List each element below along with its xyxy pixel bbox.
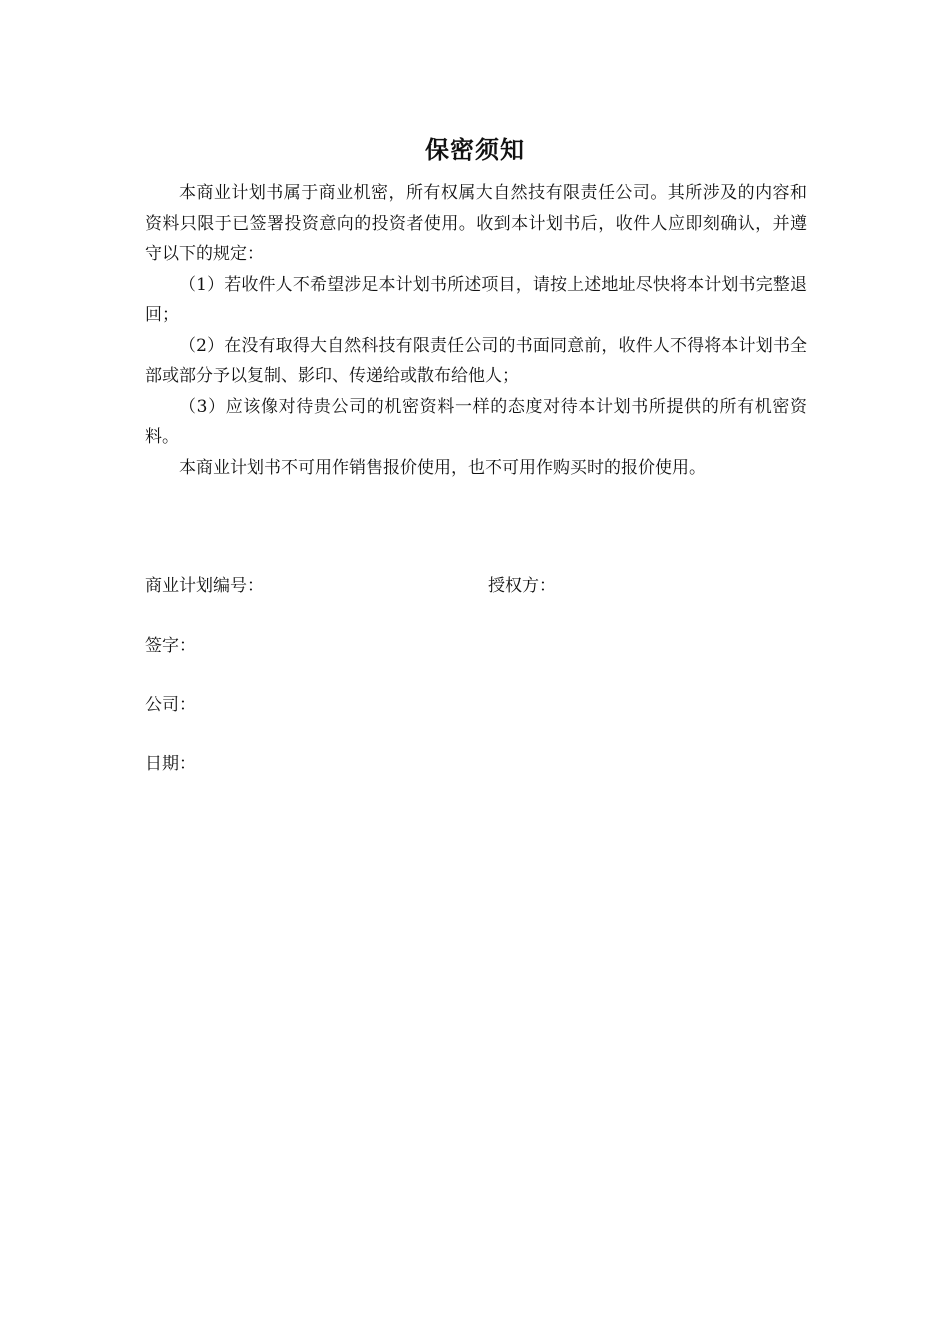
confidentiality-body [145,178,807,483]
rule-2-paragraph: （2）在没有取得大自然科技有限责任公司的书面同意前，收件人不得将本计划书全部或部分予以复制、影印、传递给或散布给他人； [145,335,807,386]
authorizer-label: 授权方： [488,576,556,596]
date-label: 日期： [145,754,196,774]
page-title: 保密须知 [425,135,525,164]
signature-label: 签字： [145,636,196,656]
rule-1-paragraph: （1）若收件人不希望涉足本计划书所述项目，请按上述地址尽快将本计划书完整退回； [145,274,807,325]
closing-paragraph: 本商业计划书不可用作销售报价使用，也不可用作购买时的报价使用。 [179,457,706,478]
rule-3-paragraph: （3）应该像对待贵公司的机密资料一样的态度对待本计划书所提供的所有机密资料。 [145,396,807,447]
plan-number-label: 商业计划编号： [145,576,264,596]
company-label: 公司： [145,695,196,715]
intro-paragraph: 本商业计划书属于商业机密，所有权属大自然技有限责任公司。其所涉及的内容和资料只限于已签署投资意向的投资者使用。收到本计划书后，收件人应即刻确认，并遵守以下的规定： [145,183,807,264]
